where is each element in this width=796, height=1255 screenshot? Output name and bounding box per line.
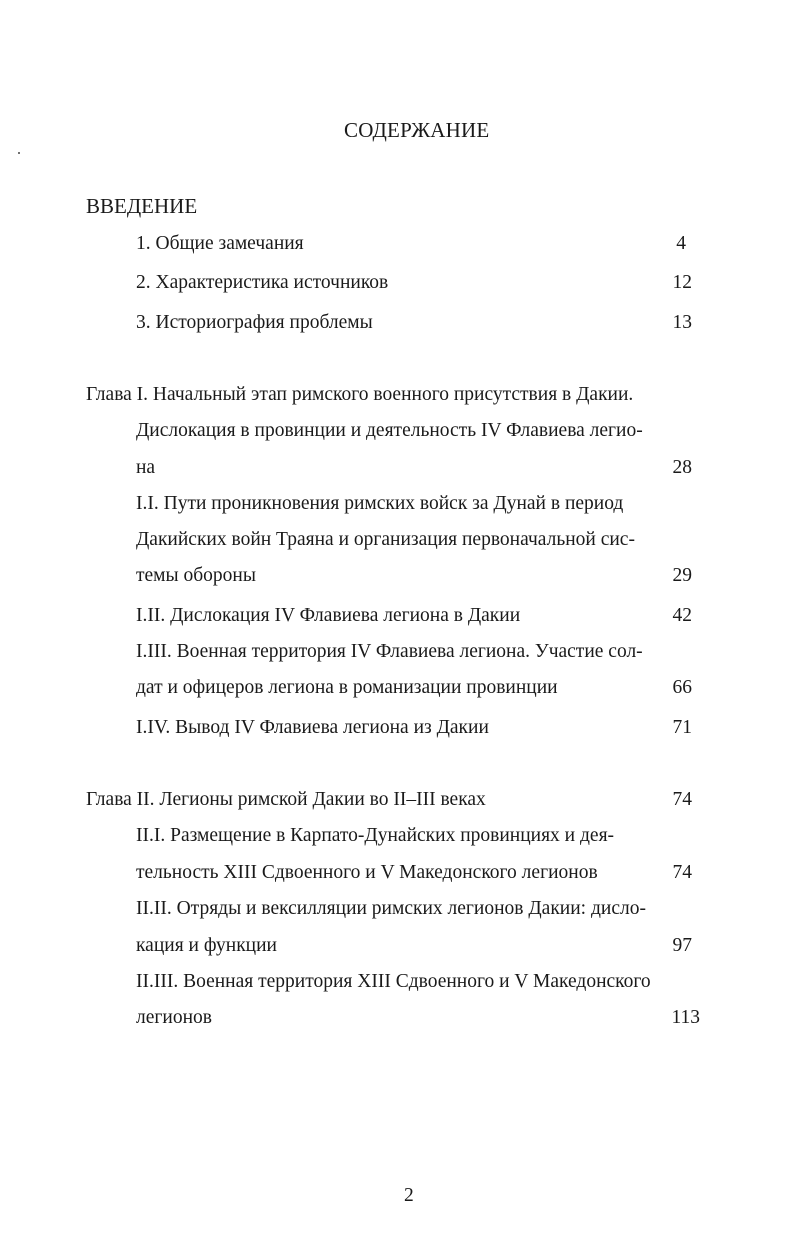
toc-entry-page: 74 [672,862,692,883]
toc-entry-text: дат и офицеров легиона в романизации провинции [136,677,558,698]
toc-entry-page: 66 [672,677,692,698]
toc-entry-text: II.II. Отряды и вексилляции римских легионов Дакии: дисло- [136,898,646,919]
page-number: 2 [404,1185,414,1206]
toc-entry-text: I.I. Пути проникновения римских войск за Дунай в период [136,493,624,514]
toc-entry-page: 12 [672,272,692,293]
toc-entry-text: II.III. Военная территория XIII Сдвоенного и V Македонского [136,971,651,992]
toc-entry-text: I.III. Военная территория IV Флавиева легиона. Участие сол- [136,641,643,662]
toc-entry-text: Дакийских войн Траяна и организация первоначальной сис- [136,529,635,550]
toc-entry-page: 28 [672,457,692,478]
toc-entry-text: темы обороны [136,565,256,586]
toc-entry-text: 1. Общие замечания [136,233,304,254]
toc-entry-text: 3. Историография проблемы [136,312,373,333]
toc-entry-page: 42 [672,605,692,626]
toc-entry-text: I.II. Дислокация IV Флавиева легиона в Дакии [136,605,521,626]
toc-entry-text: легионов [136,1007,212,1028]
toc-entry-page: 13 [672,312,692,333]
toc-entry-page: 113 [671,1007,700,1028]
toc-entry-text: II.I. Размещение в Карпато-Дунайских провинциях и дея- [136,825,615,846]
toc-entry-text: I.IV. Вывод IV Флавиева легиона из Дакии [136,717,489,738]
chapter-heading: Глава II. Легионы римской Дакии во II–III веках [86,789,486,810]
chapter-heading: на [136,457,156,478]
toc-entry-text: кация и функции [136,935,277,956]
scan-speck [18,152,20,154]
intro-heading: ВВЕДЕНИЕ [86,194,198,218]
toc-entry-page: 4 [676,233,686,254]
toc-entry-page: 29 [672,565,692,586]
chapter-heading: Дислокация в провинции и деятельность IV Флавиева легио- [136,420,643,441]
chapter-heading: Глава I. Начальный этап римского военного присутствия в Дакии. [86,384,634,405]
page-title: СОДЕРЖАНИЕ [344,118,490,142]
toc-entry-text: тельность XIII Сдвоенного и V Македонского легионов [136,862,598,883]
toc-entry-page: 71 [672,717,692,738]
toc-entry-text: 2. Характеристика источников [136,272,389,293]
toc-entry-page: 74 [672,789,692,810]
toc-entry-page: 97 [672,935,692,956]
